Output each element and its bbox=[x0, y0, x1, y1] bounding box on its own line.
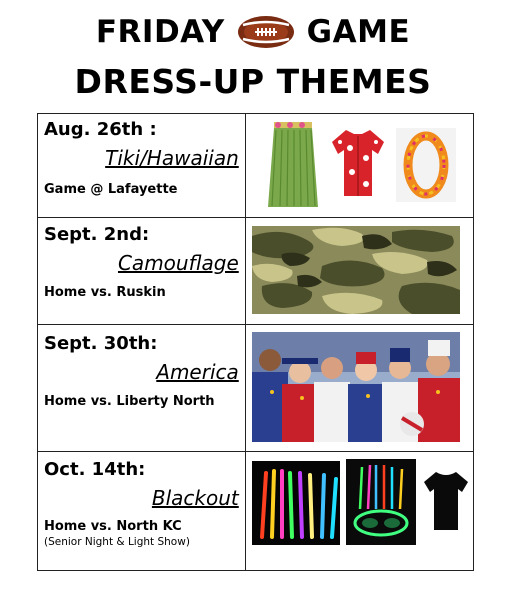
glow-sticks-image bbox=[252, 461, 340, 545]
row-date: Sept. 30th: bbox=[44, 333, 158, 354]
row-date: Aug. 26th : bbox=[44, 119, 157, 140]
led-glasses-image bbox=[346, 459, 416, 545]
football-icon bbox=[237, 15, 295, 49]
flower-lei-image bbox=[396, 128, 456, 202]
title-game: GAME bbox=[306, 14, 411, 50]
grass-skirt-image bbox=[268, 122, 318, 207]
row-date: Oct. 14th: bbox=[44, 459, 146, 480]
title-line-2: DRESS-UP THEMES bbox=[74, 62, 432, 101]
row-game: Home vs. North KC bbox=[44, 519, 182, 534]
black-tshirt-image bbox=[424, 470, 468, 530]
row-game: Game @ Lafayette bbox=[44, 182, 178, 197]
row-game: Home vs. Liberty North bbox=[44, 394, 215, 409]
row-note: (Senior Night & Light Show) bbox=[44, 536, 190, 548]
row-date: Sept. 2nd: bbox=[44, 224, 150, 245]
title-line-1 bbox=[0, 14, 506, 50]
camouflage-image bbox=[252, 226, 460, 314]
row-theme: America bbox=[156, 360, 239, 384]
title-friday: FRIDAY bbox=[95, 14, 225, 50]
themes-table bbox=[37, 113, 474, 571]
row-game: Home vs. Ruskin bbox=[44, 285, 166, 300]
hawaiian-shirt-image bbox=[332, 128, 384, 196]
table-row bbox=[38, 452, 474, 571]
table-row bbox=[38, 114, 474, 218]
table-row bbox=[38, 325, 474, 452]
row-theme: Camouflage bbox=[117, 251, 239, 275]
table-row bbox=[38, 218, 474, 325]
row-theme: Blackout bbox=[151, 486, 239, 510]
patriotic-crowd-image bbox=[252, 332, 460, 442]
row-theme: Tiki/Hawaiian bbox=[105, 146, 239, 170]
